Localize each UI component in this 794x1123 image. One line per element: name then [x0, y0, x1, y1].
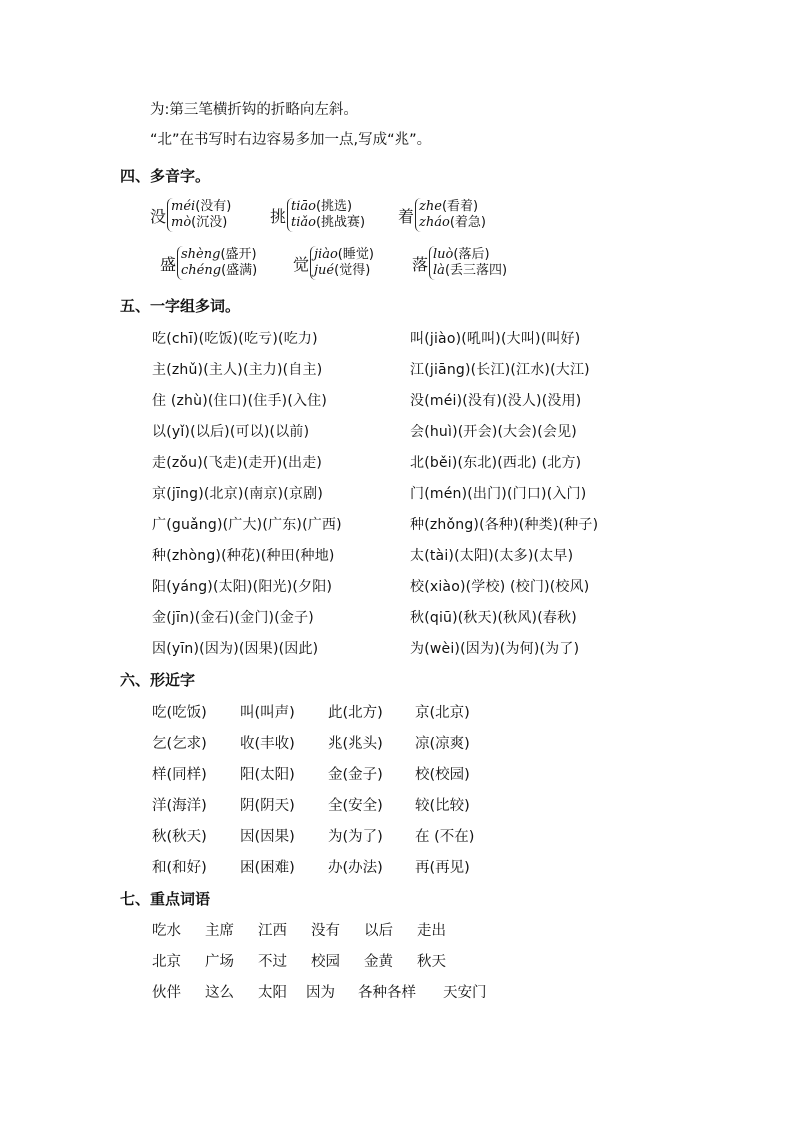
- poly-reading: [419, 199, 486, 215]
- word-group-left: 阳(yáng)(太阳)(阳光)(夕阳): [152, 579, 333, 595]
- section-6-title: 六、形近字: [120, 671, 196, 689]
- intro-line-1: 为:第三笔横折钩的折略向左斜。: [150, 102, 358, 118]
- word-group-left: 主(zhǔ)(主人)(主力)(自主): [152, 362, 323, 378]
- key-word: 因为: [306, 985, 335, 1001]
- word-group-left: 种(zhòng)(种花)(种田(种地): [152, 548, 335, 564]
- word-group-right: 江(jiāng)(长江)(江水)(大江): [410, 362, 590, 378]
- key-word: 校园: [311, 954, 340, 970]
- poly-reading: [181, 263, 257, 279]
- key-word: 天安门: [443, 985, 487, 1001]
- pinyin: mò: [171, 215, 192, 230]
- similar-char-item: 阳(太阳): [240, 767, 295, 783]
- key-word: 江西: [258, 923, 287, 939]
- pinyin: méi: [171, 199, 196, 214]
- pinyin: jiào: [314, 247, 338, 262]
- poly-brace: [310, 246, 374, 280]
- key-word: 不过: [258, 954, 287, 970]
- word-group-left: 金(jīn)(金石)(金门)(金子): [152, 610, 314, 626]
- section-7-title: 七、重点词语: [120, 890, 211, 908]
- word-group-right: 太(tài)(太阳)(太多)(太早): [410, 548, 574, 564]
- key-word: 主席: [205, 923, 234, 939]
- polyphonic-group: [293, 246, 374, 280]
- polyphonic-group: [398, 198, 486, 232]
- similar-char-item: 样(同样): [152, 767, 207, 783]
- word-group-right: 叫(jiào)(吼叫)(大叫)(叫好): [410, 331, 581, 347]
- key-word: 伙伴: [152, 985, 181, 1001]
- word-group-right: 为(wèi)(因为)(为何)(为了): [410, 641, 580, 657]
- poly-reading: [171, 215, 231, 231]
- pinyin: là: [433, 263, 445, 278]
- poly-char: 盛: [160, 254, 177, 274]
- poly-reading: [171, 199, 231, 215]
- similar-char-item: 叫(叫声): [240, 705, 295, 721]
- pinyin: zhe: [419, 199, 442, 214]
- similar-char-item: 兆(兆头): [328, 736, 383, 752]
- word: (觉得): [334, 263, 371, 278]
- similar-char-item: 办(办法): [328, 860, 383, 876]
- pinyin: luò: [433, 247, 454, 262]
- polyphonic-group: [412, 246, 507, 280]
- poly-char: 觉: [293, 254, 310, 274]
- key-word: 没有: [311, 923, 340, 939]
- word-group-right: 门(mén)(出门)(门口)(入门): [410, 486, 587, 502]
- pinyin: jué: [314, 263, 335, 278]
- word-group-right: 会(huì)(开会)(大会)(会见): [410, 424, 577, 440]
- similar-char-item: 凉(凉爽): [415, 736, 470, 752]
- word-group-right: 北(běi)(东北)(西北) (北方): [410, 455, 582, 471]
- pinyin: shèng: [181, 247, 221, 262]
- key-word: 太阳: [258, 985, 287, 1001]
- poly-brace: [177, 246, 257, 280]
- poly-char: 着: [398, 206, 415, 226]
- similar-char-item: 京(北京): [415, 705, 470, 721]
- word-group-right: 秋(qiū)(秋天)(秋风)(春秋): [410, 610, 577, 626]
- pinyin: tiǎo: [291, 215, 316, 230]
- word: (丢三落四): [444, 263, 508, 278]
- word-group-left: 广(guǎng)(广大)(广东)(广西): [152, 517, 342, 533]
- similar-char-item: 为(为了): [328, 829, 383, 845]
- key-word: 北京: [152, 954, 181, 970]
- key-word: 秋天: [417, 954, 446, 970]
- similar-char-item: 再(再见): [415, 860, 470, 876]
- key-word: 各种各样: [358, 985, 416, 1001]
- similar-char-item: 较(比较): [415, 798, 470, 814]
- word: (挑战赛): [315, 215, 366, 230]
- poly-reading: [314, 263, 374, 279]
- word: (没有): [195, 199, 232, 214]
- similar-char-item: 和(和好): [152, 860, 207, 876]
- poly-reading: [419, 215, 486, 231]
- similar-char-item: 洋(海洋): [152, 798, 207, 814]
- polyphonic-group: [270, 198, 365, 232]
- poly-brace: [287, 198, 365, 232]
- key-word: 金黄: [364, 954, 393, 970]
- word: (沉没): [191, 215, 228, 230]
- word-group-right: 校(xiào)(学校) (校门)(校风): [410, 579, 590, 595]
- similar-char-item: 收(丰收): [240, 736, 295, 752]
- poly-reading: [181, 247, 257, 263]
- similar-char-item: 乞(乞求): [152, 736, 207, 752]
- similar-char-item: 吃(吃饭): [152, 705, 207, 721]
- key-word: 广场: [205, 954, 234, 970]
- poly-reading: [291, 215, 365, 231]
- poly-reading: [433, 247, 507, 263]
- section-5-title: 五、一字组多词。: [120, 297, 241, 315]
- key-word: 以后: [364, 923, 393, 939]
- similar-char-item: 秋(秋天): [152, 829, 207, 845]
- similar-char-item: 校(校园): [415, 767, 470, 783]
- key-word: 吃水: [152, 923, 181, 939]
- word: (睡觉): [337, 247, 374, 262]
- word: (着急): [449, 215, 486, 230]
- polyphonic-group: [160, 246, 257, 280]
- key-word: 这么: [205, 985, 234, 1001]
- similar-char-item: 阴(阴天): [240, 798, 295, 814]
- similar-char-item: 此(北方): [328, 705, 383, 721]
- pinyin: chéng: [181, 263, 222, 278]
- word-group-left: 吃(chī)(吃饭)(吃亏)(吃力): [152, 331, 318, 347]
- poly-reading: [291, 199, 365, 215]
- poly-reading: [433, 263, 507, 279]
- word-group-left: 走(zǒu)(飞走)(走开)(出走): [152, 455, 323, 471]
- pinyin: zháo: [419, 215, 450, 230]
- word: (盛开): [220, 247, 257, 262]
- poly-brace: [167, 198, 231, 232]
- similar-char-item: 困(困难): [240, 860, 295, 876]
- word: (看着): [441, 199, 479, 214]
- polyphonic-group: [150, 198, 231, 232]
- poly-char: 没: [150, 206, 167, 226]
- similar-char-item: 在 (不在): [415, 829, 475, 845]
- word-group-right: 没(méi)(没有)(没人)(没用): [410, 393, 582, 409]
- word-group-right: 种(zhǒng)(各种)(种类)(种子): [410, 517, 599, 533]
- section-4-title: 四、多音字。: [120, 167, 211, 185]
- key-word: 走出: [417, 923, 446, 939]
- word-group-left: 京(jīng)(北京)(南京)(京剧): [152, 486, 324, 502]
- word-group-left: 因(yīn)(因为)(因果)(因此): [152, 641, 319, 657]
- pinyin: tiāo: [291, 199, 316, 214]
- intro-line-2: “北”在书写时右边容易多加一点,写成“兆”。: [150, 132, 432, 148]
- word-group-left: 住 (zhù)(住口)(住手)(入住): [152, 393, 328, 409]
- poly-brace: [415, 198, 486, 232]
- poly-brace: [429, 246, 507, 280]
- poly-char: 挑: [270, 206, 287, 226]
- similar-char-item: 因(因果): [240, 829, 295, 845]
- similar-char-item: 全(安全): [328, 798, 383, 814]
- word: (落后): [453, 247, 490, 262]
- word-group-left: 以(yǐ)(以后)(可以)(以前): [152, 424, 310, 440]
- poly-reading: [314, 247, 374, 263]
- word: (挑选): [315, 199, 353, 214]
- poly-char: 落: [412, 254, 429, 274]
- word: (盛满): [221, 263, 258, 278]
- similar-char-item: 金(金子): [328, 767, 383, 783]
